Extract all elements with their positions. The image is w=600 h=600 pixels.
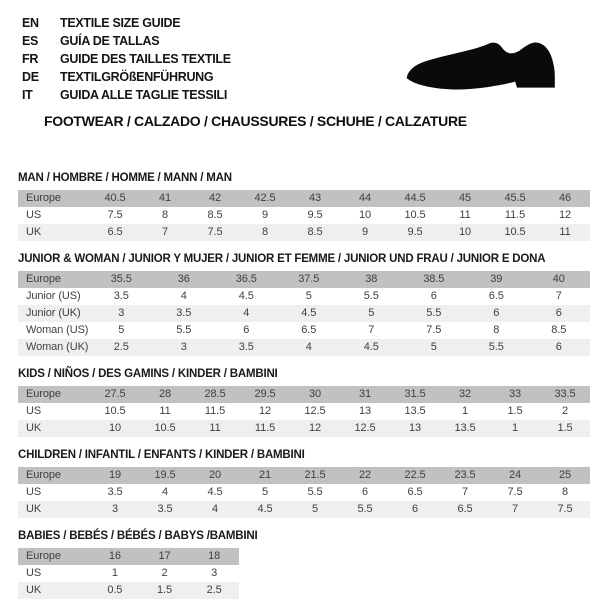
size-value: 39 (490, 273, 503, 285)
size-value: 44.5 (404, 192, 426, 204)
size-value: 1.5 (507, 405, 523, 417)
row-label: Woman (UK) (26, 341, 89, 353)
size-value: 6 (411, 503, 419, 515)
row-label: Junior (UK) (26, 307, 81, 319)
size-value: 11.5 (254, 422, 276, 434)
size-value: 5 (311, 503, 319, 515)
section-title: JUNIOR & WOMAN / JUNIOR Y MUJER / JUNIOR ET FEMME / JUNIOR UND FRAU / JUNIOR E DONA (18, 253, 546, 265)
size-value: 46 (558, 192, 572, 204)
size-value: 21 (258, 469, 272, 481)
language-code: DE (22, 70, 39, 84)
size-value: 36.5 (235, 273, 257, 285)
language-code: EN (22, 16, 39, 30)
size-value: 12 (308, 422, 322, 434)
size-value: 13.5 (454, 422, 476, 434)
table-row (18, 582, 239, 599)
size-value: 9 (361, 226, 369, 238)
size-value: 5.5 (426, 307, 442, 319)
size-value: 7 (461, 486, 469, 498)
language-label: TEXTILE SIZE GUIDE (60, 16, 181, 30)
size-value: 7 (161, 226, 169, 238)
size-table (18, 467, 590, 518)
size-value: 8.5 (207, 209, 223, 221)
size-value: 25 (558, 469, 572, 481)
size-value: 6.5 (457, 503, 473, 515)
table-row (18, 339, 590, 356)
size-value: 12.5 (304, 405, 326, 417)
size-section (18, 253, 590, 356)
table-header-row (18, 271, 590, 288)
table-row (18, 322, 590, 339)
size-value: 2.5 (113, 341, 129, 353)
size-value: 19 (108, 469, 122, 481)
size-value: 24 (508, 469, 522, 481)
size-value: 17 (158, 550, 171, 562)
row-label: UK (26, 503, 42, 515)
size-value: 22.5 (404, 469, 426, 481)
section-title: BABIES / BEBÉS / BÉBÉS / BABYS /BAMBINI (18, 530, 258, 542)
size-value: 35.5 (110, 273, 132, 285)
size-value: 11.5 (504, 209, 526, 221)
size-value: 4.5 (238, 290, 254, 302)
size-value: 3 (211, 567, 218, 579)
size-value: 7 (511, 503, 519, 515)
size-value: 6 (361, 486, 369, 498)
size-value: 40 (552, 273, 565, 285)
size-value: 8.5 (307, 226, 323, 238)
size-value: 11 (459, 209, 471, 221)
row-label: UK (26, 422, 42, 434)
size-value: 33.5 (554, 388, 576, 400)
size-value: 10.5 (104, 405, 126, 417)
size-value: 5.5 (363, 290, 379, 302)
size-value: 42.5 (254, 192, 276, 204)
size-value: 5.5 (176, 324, 192, 336)
row-label: US (26, 405, 42, 417)
table-row (18, 207, 590, 224)
row-label: US (26, 209, 42, 221)
size-value: 7.5 (507, 486, 523, 498)
size-value: 10.5 (404, 209, 426, 221)
size-table (18, 190, 590, 241)
size-value: 11 (209, 422, 221, 434)
size-value: 8.5 (551, 324, 567, 336)
size-value: 23.5 (454, 469, 476, 481)
size-value: 20 (208, 469, 222, 481)
size-value: 29.5 (254, 388, 276, 400)
size-value: 33 (508, 388, 522, 400)
size-value: 22 (358, 469, 372, 481)
size-value: 6 (243, 324, 250, 336)
table-header-row (18, 548, 239, 565)
table-row (18, 420, 590, 437)
size-section (18, 449, 590, 518)
language-code: FR (22, 52, 39, 66)
size-section (18, 530, 590, 599)
size-value: 45 (458, 192, 472, 204)
size-value: 6 (555, 307, 562, 319)
row-label: Junior (US) (26, 290, 81, 302)
row-label: UK (26, 226, 42, 238)
size-value: 5.5 (307, 486, 323, 498)
size-value: 13 (358, 405, 372, 417)
size-value: 4 (211, 503, 219, 515)
size-value: 4 (180, 290, 187, 302)
size-value: 44 (358, 192, 372, 204)
table-header-row (18, 190, 590, 207)
size-value: 27.5 (104, 388, 126, 400)
size-value: 11 (159, 405, 171, 417)
size-value: 10 (358, 209, 372, 221)
size-value: 5 (305, 290, 312, 302)
size-value: 42 (208, 192, 222, 204)
language-label: GUIDE DES TAILLES TEXTILE (60, 52, 231, 66)
language-label: GUÍA DE TALLAS (60, 34, 160, 48)
table-row (18, 288, 590, 305)
size-value: 3.5 (107, 486, 123, 498)
size-value: 10 (458, 226, 472, 238)
table-row (18, 305, 590, 322)
size-table (18, 548, 239, 599)
size-value: 6 (555, 341, 562, 353)
table-row (18, 403, 590, 420)
size-value: 13.5 (404, 405, 426, 417)
size-value: 1.5 (557, 422, 573, 434)
size-value: 7.5 (107, 209, 123, 221)
row-label: Europe (26, 469, 61, 481)
row-label: Woman (US) (26, 324, 89, 336)
category-title: FOOTWEAR / CALZADO / CHAUSSURES / SCHUHE / CALZATURE (44, 113, 467, 129)
size-value: 5 (430, 341, 437, 353)
size-value: 7 (555, 290, 562, 302)
table-row (18, 565, 239, 582)
size-value: 7 (368, 324, 375, 336)
size-value: 4 (161, 486, 169, 498)
size-value: 3 (180, 341, 187, 353)
size-value: 3.5 (238, 341, 254, 353)
size-value: 5.5 (357, 503, 373, 515)
dress-shoe-icon (400, 26, 572, 108)
row-label: Europe (26, 550, 61, 562)
size-table (18, 386, 590, 437)
size-value: 8 (561, 486, 569, 498)
size-value: 9 (261, 209, 269, 221)
size-value: 7.5 (426, 324, 442, 336)
size-value: 4.5 (301, 307, 317, 319)
size-value: 16 (108, 550, 121, 562)
size-value: 28 (158, 388, 172, 400)
size-value: 10.5 (504, 226, 526, 238)
size-value: 5 (368, 307, 375, 319)
size-value: 1 (511, 422, 519, 434)
size-value: 3.5 (157, 503, 173, 515)
size-value: 9.5 (307, 209, 323, 221)
size-value: 1.5 (157, 584, 172, 596)
size-tables (18, 172, 600, 599)
size-value: 8 (161, 209, 169, 221)
size-value: 8 (493, 324, 500, 336)
size-value: 31.5 (404, 388, 426, 400)
size-value: 4.5 (257, 503, 273, 515)
row-label: US (26, 567, 42, 579)
size-value: 32 (458, 388, 472, 400)
row-label: Europe (26, 192, 61, 204)
row-label: UK (26, 584, 42, 596)
size-table (18, 271, 590, 356)
size-value: 2 (161, 567, 168, 579)
language-code: ES (22, 34, 39, 48)
size-value: 5 (261, 486, 269, 498)
size-value: 7.5 (207, 226, 223, 238)
table-header-row (18, 467, 590, 484)
size-value: 6 (493, 307, 500, 319)
size-value: 38 (365, 273, 378, 285)
size-value: 4.5 (207, 486, 223, 498)
size-value: 6.5 (107, 226, 123, 238)
size-value: 6.5 (488, 290, 504, 302)
size-value: 37.5 (298, 273, 320, 285)
row-label: US (26, 486, 42, 498)
table-row (18, 484, 590, 501)
size-value: 19.5 (154, 469, 176, 481)
size-value: 45.5 (504, 192, 526, 204)
size-value: 21.5 (304, 469, 326, 481)
size-value: 6.5 (301, 324, 317, 336)
language-label: GUIDA ALLE TAGLIE TESSILI (60, 88, 228, 102)
language-code: IT (22, 88, 33, 102)
size-section (18, 368, 590, 437)
size-value: 10.5 (154, 422, 176, 434)
size-value: 3.5 (176, 307, 192, 319)
size-value: 4 (243, 307, 250, 319)
section-title: MAN / HOMBRE / HOMME / MANN / MAN (18, 172, 232, 184)
size-value: 3.5 (113, 290, 129, 302)
size-value: 6 (430, 290, 437, 302)
size-value: 31 (358, 388, 372, 400)
size-value: 10 (108, 422, 122, 434)
size-value: 13 (408, 422, 422, 434)
size-value: 2.5 (206, 584, 222, 596)
size-value: 18 (208, 550, 221, 562)
table-row (18, 224, 590, 241)
size-value: 1 (111, 567, 118, 579)
size-value: 41 (158, 192, 172, 204)
size-value: 3 (111, 503, 119, 515)
size-value: 12 (558, 209, 572, 221)
size-value: 28.5 (204, 388, 226, 400)
size-value: 0.5 (107, 584, 123, 596)
size-value: 40.5 (104, 192, 126, 204)
size-value: 11 (559, 226, 571, 238)
size-value: 5 (118, 324, 125, 336)
row-label: Europe (26, 273, 61, 285)
section-title: KIDS / NIÑOS / DES GAMINS / KINDER / BAMBINI (18, 368, 278, 380)
size-section (18, 172, 590, 241)
size-value: 1 (461, 405, 469, 417)
size-value: 4.5 (363, 341, 379, 353)
size-value: 36 (177, 273, 190, 285)
size-value: 43 (308, 192, 322, 204)
size-value: 7.5 (557, 503, 573, 515)
size-value: 2 (561, 405, 569, 417)
size-value: 3 (118, 307, 125, 319)
size-value: 12 (258, 405, 272, 417)
section-title: CHILDREN / INFANTIL / ENFANTS / KINDER / BAMBINI (18, 449, 305, 461)
table-row (18, 501, 590, 518)
table-header-row (18, 386, 590, 403)
size-value: 4 (305, 341, 312, 353)
size-value: 5.5 (488, 341, 504, 353)
size-value: 11.5 (204, 405, 226, 417)
size-value: 12.5 (354, 422, 376, 434)
size-value: 30 (308, 388, 322, 400)
size-value: 6.5 (407, 486, 423, 498)
row-label: Europe (26, 388, 61, 400)
size-value: 38.5 (423, 273, 445, 285)
size-value: 9.5 (407, 226, 423, 238)
language-label: TEXTILGRÖßENFÜHRUNG (60, 70, 214, 84)
size-value: 8 (261, 226, 269, 238)
